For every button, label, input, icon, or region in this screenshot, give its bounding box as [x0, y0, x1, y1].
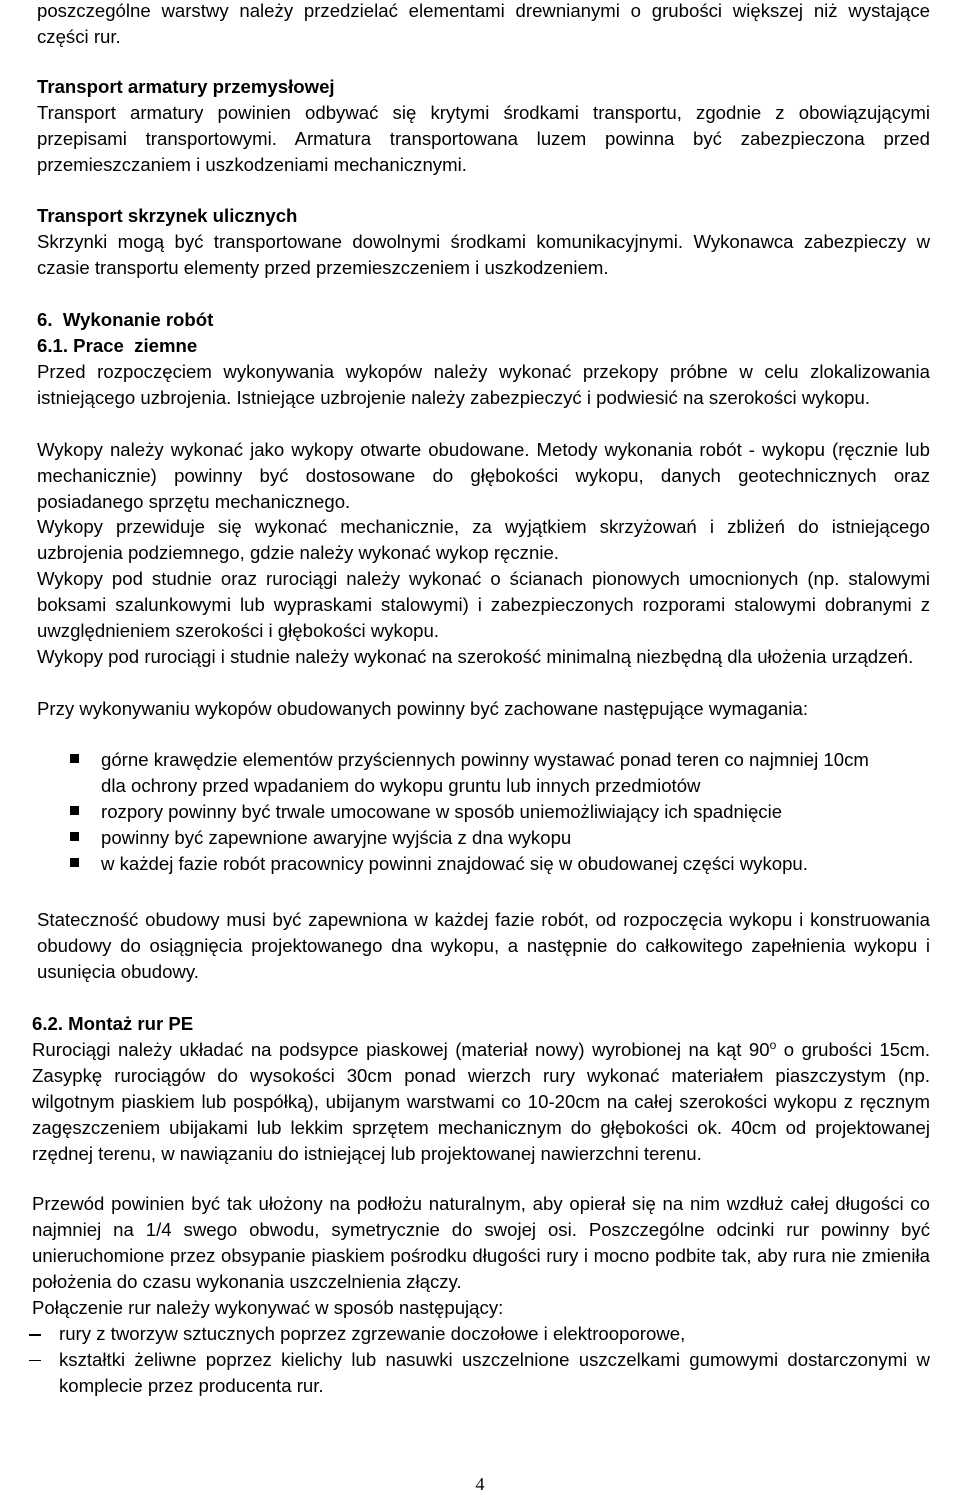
- subsection-heading-montaz-rur: 6.2. Montaż rur PE: [32, 1013, 194, 1034]
- paragraph-przewod-ulozenie: Przewód powinien być tak ułożony na podłożu naturalnym, aby opierał się na nim wzdłuż całej długości co najmniej na 1/4 swego obwodu, symetrycznie do swojej osi. Poszczególne odcinki rur powinny być unieruchomione przez obsypanie piaskiem pośrodku długości rury i mocno podbite tak, aby rura nie zmieniła położenia do czasu wykonania uszczelnienia złączy.: [32, 1193, 930, 1292]
- paragraph-podsypka: Rurociągi należy układać na podsypce piaskowej (materiał nowy) wyrobionej na kąt 90$^o$ o grubości 15cm. Zasypkę rurociągów do wysokości 30cm ponad wierzch rury wykonać materiałem piaszczystym (np. wilgotnym piaskiem lub pospółką), ubijanym warstwami co 10-20cm na całej szerokości wykopu z ręcznym zagęszczeniem ubijakami lub lekkim sprzętem mechanicznym do głębokości ok. 40cm od projektowanej rzędnej terenu, w nawiązaniu do istniejącej lub projektowanej nawierzchni terenu.: [32, 1038, 930, 1164]
- page-number: 4: [475, 1474, 485, 1494]
- list-item: kształtki żeliwne poprzez kielichy lub nasuwki uszczelnione uszczelkami gumowymi dostarczonymi w komplecie przez producenta rur.: [27, 1347, 930, 1399]
- dash-bullet-icon: [29, 1360, 41, 1362]
- list-item: rury z tworzyw sztucznych poprzez zgrzewanie doczołowe i elektrooporowe,: [27, 1321, 930, 1347]
- list-item: górne krawędzie elementów przyściennych powinny wystawać ponad teren co najmniej 10cm dla ochrony przed wpadaniem do wykopu gruntu lub innych przedmiotów: [37, 747, 958, 799]
- heading-transport-armatury: Transport armatury przemysłowej: [37, 76, 335, 97]
- paragraph-polaczenie-rur: Połączenie rur należy wykonywać w sposób następujący:: [32, 1297, 504, 1318]
- square-bullet-icon: [70, 858, 79, 867]
- paragraph-wykopy-studnie: Wykopy pod studnie oraz rurociągi należy wykonać o ścianach pionowych umocnionych (np. stalowymi boksami szalunkowymi lub wypraskami stalowymi) i zabezpieczonych rozporami stalowymi dobranymi z uwzględnieniem szerokości i głębokości wykopu.: [37, 568, 930, 641]
- connection-list: [27, 1321, 930, 1399]
- paragraph-skrzynki: Skrzynki mogą być transportowane dowolnymi środkami komunikacyjnymi. Wykonawca zabezpieczy w czasie transportu elementy przed przemieszczeniem i uszkodzeniem.: [37, 231, 930, 278]
- paragraph-armatura: Transport armatury powinien odbywać się krytymi środkami transportu, zgodnie z obowiązującymi przepisami transportowymi. Armatura transportowana luzem powinna być zabezpieczona przed przemieszczaniem i uszkodzeniami mechanicznymi.: [37, 102, 930, 175]
- dash-bullet-icon: [29, 1334, 41, 1336]
- heading-transport-skrzynek: Transport skrzynek ulicznych: [37, 205, 298, 226]
- paragraph-wymagania: Przy wykonywaniu wykopów obudowanych powinny być zachowane następujące wymagania:: [37, 698, 809, 719]
- paragraph-intro: poszczególne warstwy należy przedzielać elementami drewnianymi o grubości większej niż wystające części rur.: [37, 0, 930, 47]
- square-bullet-icon: [70, 832, 79, 841]
- paragraph-wykopy-otwarte: Wykopy należy wykonać jako wykopy otwarte obudowane. Metody wykonania robót - wykopu (ręcznie lub mechanicznie) powinny być dostosowane do głębokości wykopu, danych geotechnicznych oraz posiadanego sprzętu mechanicznego.: [37, 439, 930, 512]
- paragraph-statecznosc-obudowy: Stateczność obudowy musi być zapewniona w każdej fazie robót, od rozpoczęcia wykopu i konstruowania obudowy do osiągnięcia projektowanego dna wykopu, a następnie do całkowitego zapełnienia wykopu i usunięcia obudowy.: [37, 909, 930, 982]
- list-item: powinny być zapewnione awaryjne wyjścia z dna wykopu: [37, 825, 958, 851]
- paragraph-wykopy-rurociagi: Wykopy pod rurociągi i studnie należy wykonać na szerokość minimalną niezbędną dla ułożenia urządzeń.: [37, 646, 914, 667]
- square-bullet-icon: [70, 806, 79, 815]
- paragraph-przekopy-probne: Przed rozpoczęciem wykonywania wykopów należy wykonać przekopy próbne w celu zlokalizowania istniejącego uzbrojenia. Istniejące uzbrojenie należy zabezpieczyć i podwiesić na szerokości wykopu.: [37, 361, 930, 408]
- list-item: w każdej fazie robót pracownicy powinni znajdować się w obudowanej części wykopu.: [37, 851, 958, 877]
- paragraph-wykopy-mechanicznie: Wykopy przewiduje się wykonać mechanicznie, za wyjątkiem skrzyżowań i zbliżeń do istniejącego uzbrojenia podziemnego, gdzie należy wykonać wykop ręcznie.: [37, 516, 930, 563]
- square-bullet-icon: [70, 754, 79, 763]
- requirements-list: [37, 747, 958, 877]
- subsection-heading-prace-ziemne: 6.1. Prace ziemne: [37, 335, 198, 356]
- list-item: rozpory powinny być trwale umocowane w sposób uniemożliwiający ich spadnięcie: [37, 799, 958, 825]
- section-heading-wykonanie-robot: 6. Wykonanie robót: [37, 309, 214, 330]
